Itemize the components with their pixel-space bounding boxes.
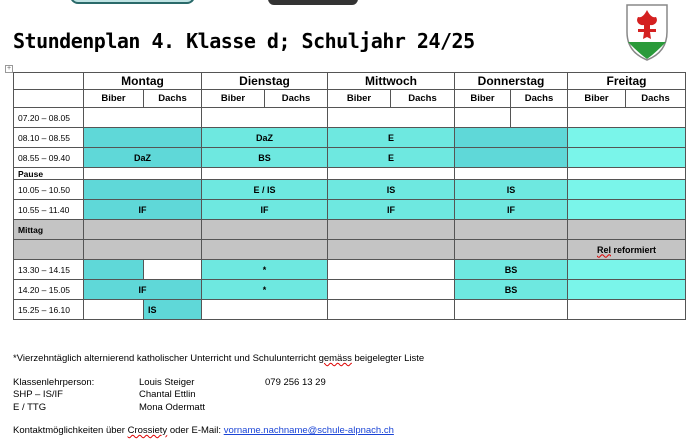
- lesson-cell: [455, 108, 511, 128]
- time-cell: 14.20 – 15.05: [14, 280, 84, 300]
- lesson-cell: IS: [328, 180, 455, 200]
- footnote-text: *Vierzehntäglich alternierend katholischer Unterricht und Schulunterricht: [13, 353, 319, 364]
- table-row: [14, 260, 686, 280]
- mittag-label: Mittag: [14, 220, 84, 240]
- lesson-cell: [84, 260, 144, 280]
- group-header-biber: Biber: [455, 90, 511, 108]
- lesson-cell: [328, 220, 455, 240]
- lesson-cell: *: [202, 260, 328, 280]
- group-header-dachs: Dachs: [265, 90, 328, 108]
- lesson-cell: [568, 168, 686, 180]
- lesson-cell: [455, 240, 568, 260]
- lesson-cell: [328, 260, 455, 280]
- contact-name: Louis Steiger: [139, 377, 195, 388]
- table-anchor-icon[interactable]: +: [6, 65, 12, 72]
- header-corner: [14, 73, 84, 90]
- lesson-cell: BS: [455, 260, 568, 280]
- lesson-cell: [568, 180, 686, 200]
- day-header-montag: Montag: [84, 73, 202, 90]
- lesson-cell: [455, 128, 568, 148]
- time-cell: 10.55 – 11.40: [14, 200, 84, 220]
- time-cell: 08.55 – 09.40: [14, 148, 84, 168]
- day-header-dienstag: Dienstag: [202, 73, 328, 90]
- decorative-pencil-graphic: [70, 0, 195, 4]
- crossiety-text: Crossiety: [127, 425, 168, 436]
- lesson-cell: [84, 240, 202, 260]
- group-header-biber: Biber: [568, 90, 626, 108]
- lesson-cell: BS: [202, 148, 328, 168]
- lesson-cell: [568, 148, 686, 168]
- lesson-cell: [328, 280, 455, 300]
- timetable: [13, 72, 686, 320]
- footnote-text-end: beigelegter Liste: [351, 353, 425, 364]
- email-link[interactable]: vorname.nachname@schule-alpnach.ch: [223, 425, 394, 436]
- table-row: [14, 280, 686, 300]
- lesson-cell: IF: [202, 200, 328, 220]
- day-header-freitag: Freitag: [568, 73, 686, 90]
- rel-prefix: Rel: [596, 244, 611, 255]
- contact-line: [13, 425, 394, 436]
- lesson-cell: [84, 300, 144, 320]
- lesson-cell: [84, 220, 202, 240]
- lesson-cell: [202, 240, 328, 260]
- group-header-corner: [14, 90, 84, 108]
- lesson-cell: [568, 260, 686, 280]
- lesson-cell: E: [328, 128, 455, 148]
- lesson-cell: [568, 280, 686, 300]
- time-cell: [14, 240, 84, 260]
- contact-name: Chantal Ettlin: [139, 389, 196, 400]
- lesson-cell: IS: [144, 300, 202, 320]
- day-header-donnerstag: Donnerstag: [455, 73, 568, 90]
- lesson-cell: IF: [455, 200, 568, 220]
- lesson-cell: BS: [455, 280, 568, 300]
- group-header-dachs: Dachs: [144, 90, 202, 108]
- time-cell: 10.05 – 10.50: [14, 180, 84, 200]
- group-header-biber: Biber: [328, 90, 391, 108]
- day-header-row: [14, 73, 686, 90]
- rel-suffix: reformiert: [611, 244, 657, 255]
- lesson-cell: [84, 108, 202, 128]
- group-header-biber: Biber: [84, 90, 144, 108]
- lesson-cell: [568, 300, 686, 320]
- table-row: [14, 180, 686, 200]
- lesson-cell: [328, 300, 455, 320]
- decorative-dark-graphic: [268, 0, 358, 5]
- lesson-cell: [84, 128, 202, 148]
- group-header-dachs: Dachs: [626, 90, 686, 108]
- table-row: [14, 168, 686, 180]
- lesson-cell: [455, 300, 568, 320]
- contact-role: E / TTG: [13, 402, 47, 413]
- footnote: [13, 353, 424, 364]
- pause-label: Pause: [14, 168, 84, 180]
- lesson-cell: [568, 128, 686, 148]
- lesson-cell: IF: [84, 280, 202, 300]
- lesson-cell: [202, 300, 328, 320]
- lesson-cell: [328, 240, 455, 260]
- lesson-cell: E / IS: [202, 180, 328, 200]
- lesson-cell: [328, 108, 455, 128]
- lesson-cell: [455, 168, 568, 180]
- group-header-dachs: Dachs: [511, 90, 568, 108]
- time-cell: 08.10 – 08.55: [14, 128, 84, 148]
- lesson-cell: [202, 108, 328, 128]
- lesson-cell: [511, 108, 568, 128]
- time-cell: 15.25 – 16.10: [14, 300, 84, 320]
- table-row: [14, 240, 686, 260]
- contact-line-text: Kontaktmöglichkeiten über: [13, 425, 128, 436]
- lesson-cell: DaZ: [84, 148, 202, 168]
- contact-line-middle: oder E-Mail:: [167, 425, 224, 436]
- contact-role: SHP – IS/IF: [13, 389, 63, 400]
- coat-of-arms-icon: [624, 2, 670, 62]
- lesson-cell: [568, 108, 686, 128]
- lesson-cell: [84, 168, 202, 180]
- lesson-cell: IF: [84, 200, 202, 220]
- lesson-cell: DaZ: [202, 128, 328, 148]
- time-cell: 07.20 – 08.05: [14, 108, 84, 128]
- lesson-cell: IS: [455, 180, 568, 200]
- group-header-row: [14, 90, 686, 108]
- contact-role: Klassenlehrperson:: [13, 377, 95, 388]
- footnote-underlined: gemäss: [318, 353, 352, 364]
- lesson-cell: [455, 220, 568, 240]
- contact-phone: 079 256 13 29: [265, 377, 326, 388]
- group-header-dachs: Dachs: [391, 90, 455, 108]
- lesson-cell: [455, 148, 568, 168]
- day-header-mittwoch: Mittwoch: [328, 73, 455, 90]
- lesson-cell: [84, 180, 202, 200]
- lesson-cell: IF: [328, 200, 455, 220]
- table-row: [14, 148, 686, 168]
- lesson-cell: [568, 220, 686, 240]
- table-row: [14, 300, 686, 320]
- table-row: [14, 200, 686, 220]
- table-row: [14, 220, 686, 240]
- contact-name: Mona Odermatt: [139, 402, 205, 413]
- lesson-cell: [328, 168, 455, 180]
- page-title: Stundenplan 4. Klasse d; Schuljahr 24/25: [13, 29, 475, 53]
- lesson-cell: [202, 168, 328, 180]
- time-cell: 13.30 – 14.15: [14, 260, 84, 280]
- table-row: [14, 128, 686, 148]
- lesson-cell-rel-reformiert: [568, 240, 686, 260]
- table-row: [14, 108, 686, 128]
- lesson-cell: E: [328, 148, 455, 168]
- lesson-cell: [202, 220, 328, 240]
- lesson-cell: [568, 200, 686, 220]
- lesson-cell: [144, 260, 202, 280]
- group-header-biber: Biber: [202, 90, 265, 108]
- lesson-cell: *: [202, 280, 328, 300]
